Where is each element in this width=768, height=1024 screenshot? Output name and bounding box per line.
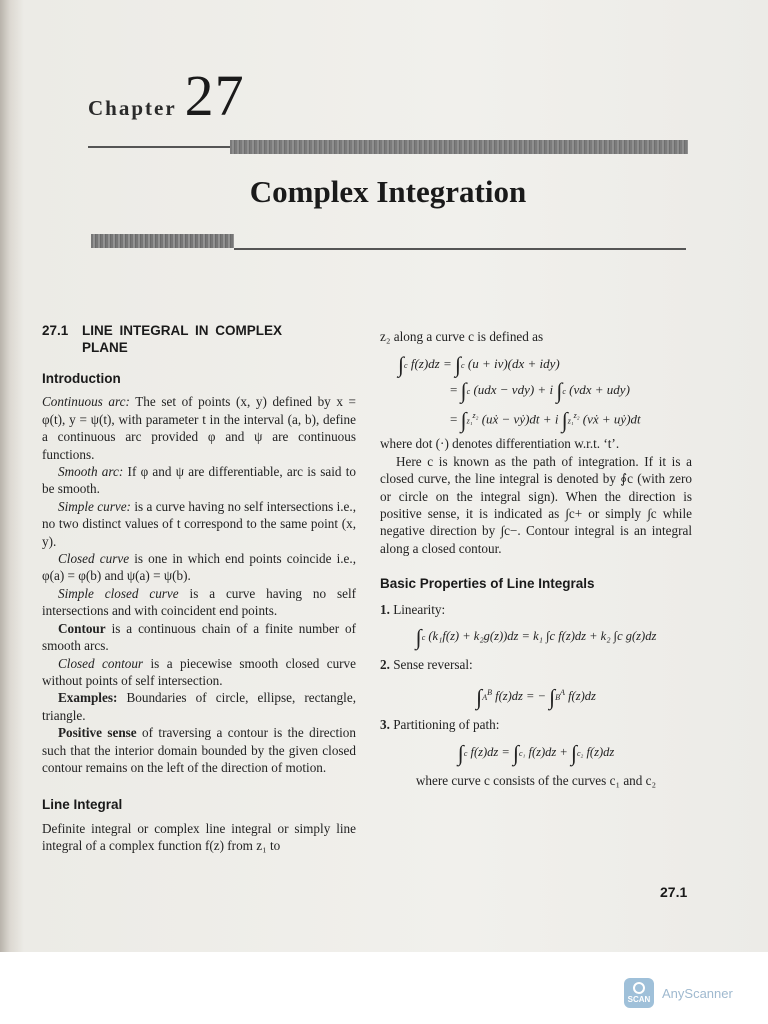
- smooth-arc-text: If φ and ψ are differentiable, arc is said to be smooth.: [42, 464, 357, 497]
- closed-contour-term: Closed contour: [58, 655, 144, 671]
- equation-row-1: [398, 351, 692, 377]
- property-label: Linearity:: [393, 601, 446, 617]
- section-heading: [42, 322, 356, 356]
- property-label: Sense reversal:: [393, 657, 473, 673]
- chapter-number: 27: [184, 63, 245, 128]
- contour-text: is a continuous chain of a finite number of smooth arcs.: [42, 620, 356, 654]
- introduction-heading: Introduction: [42, 371, 121, 386]
- section-title: LINE INTEGRAL IN COMPLEX PLANE: [82, 323, 282, 355]
- simple-curve-paragraph: [42, 498, 356, 550]
- section-number: 27.1: [42, 323, 69, 338]
- closed-curve-text: is one in which end points coincide i.e., φ(a) = φ(b) and ψ(a) = ψ(b).: [42, 551, 356, 584]
- left-column: [42, 322, 356, 855]
- integral-subscript: c: [461, 361, 465, 371]
- property-number: 3.: [380, 717, 390, 733]
- chapter-heading: [88, 62, 245, 129]
- partitioning-equation: ∫c f(z)dz = ∫c₁ f(z)dz + ∫c₂ f(z)dz: [457, 740, 615, 766]
- equation-row-3: = ∫z₁$^{z_2}$ (uẋ − vẏ)dt + i ∫z₁$^{z_2}$ (vẋ + uẏ)dt: [450, 407, 641, 433]
- right-column: [380, 328, 692, 790]
- top-rule-bar: [230, 140, 688, 154]
- top-rule-line: [88, 146, 230, 148]
- equation-term-b: (vdx + udy): [569, 382, 630, 398]
- line-integral-definition: [398, 351, 692, 433]
- integral-sign: ∫: [570, 740, 577, 766]
- linearity-equation: ∫c (k₁f(z) + k₂g(z))dz = k₁ ∫c f(z)dz + k₂ ∫c g(z)dz: [415, 624, 657, 650]
- integral-subscript: c: [466, 387, 471, 397]
- chapter-title: Complex Integration: [249, 174, 527, 209]
- equation-rhs: (u + iv)(dx + idy): [467, 356, 560, 372]
- property-partitioning: [380, 716, 692, 733]
- line-integral-heading: Line Integral: [42, 797, 123, 813]
- property-label: Partitioning of path:: [393, 717, 500, 733]
- integral-subscript: c: [562, 387, 566, 397]
- bottom-rule-bar: [91, 234, 234, 248]
- sense-reversal-rhs: f(z)dz: [568, 689, 596, 704]
- integral-sign: ∫: [476, 684, 483, 710]
- definition-continuation: z₂ along a curve c is defined as: [380, 329, 544, 344]
- integral-sign: ∫: [460, 378, 467, 404]
- simple-curve-text: is a curve having no self intersections i.e., no two distinct values of t correspond to the same point (x, y).: [42, 498, 356, 549]
- contour-term: Contour: [58, 620, 106, 636]
- contour-paragraph: [42, 620, 356, 655]
- simple-closed-curve-text: is a curve having no self intersections and with coincident end points.: [42, 585, 357, 619]
- partitioning-lhs: f(z)dz =: [470, 744, 510, 759]
- curve-note: where curve c consists of the curves c₁ and c₂: [415, 773, 657, 789]
- linearity-expression: (k₁f(z) + k₂g(z))dz = k₁ ∫c f(z)dz + k₂ ∫c g(z)dz: [428, 629, 657, 644]
- integral-sign: ∫: [512, 740, 519, 766]
- simple-closed-curve-paragraph: [42, 585, 356, 620]
- closed-contour-paragraph: [42, 655, 356, 690]
- integral-sign: ∫: [455, 352, 462, 378]
- anyscanner-watermark: [624, 978, 733, 1008]
- integral-sign: ∫: [556, 378, 563, 404]
- ring-icon: [633, 982, 645, 994]
- integral-subscript: c: [404, 361, 408, 371]
- equation-term-b: (vẋ + uẏ)dt: [582, 411, 641, 427]
- continuous-arc-paragraph: [42, 393, 356, 463]
- examples-term: Examples:: [58, 690, 118, 706]
- property-sense-reversal: [380, 656, 692, 673]
- simple-curve-term: Simple curve:: [58, 498, 131, 514]
- scanner-logo-icon: [624, 978, 654, 1008]
- integral-sign: ∫: [561, 407, 568, 433]
- integral-sign: ∫: [415, 624, 422, 650]
- simple-closed-curve-term: Simple closed curve: [58, 585, 179, 601]
- bottom-rule-line: [234, 248, 686, 250]
- closed-curve-term: Closed curve: [58, 551, 130, 567]
- sense-reversal-lhs: f(z)dz = −: [495, 689, 546, 704]
- page-number: 27.1: [660, 884, 688, 900]
- integral-limits: z₁: [567, 416, 574, 426]
- smooth-arc-paragraph: [42, 463, 356, 498]
- property-number: 2.: [380, 657, 390, 673]
- continuous-arc-text: The set of points (x, y) defined by x = φ(t), y = ψ(t), with parameter t in the interval (a, b), define a continuous arc provided φ and ψ are continuous functions.: [42, 394, 356, 462]
- integral-sign: ∫: [457, 740, 464, 766]
- line-integral-paragraph: Definite integral or complex line integral or simply line integral of a complex function f(z) from z₁ to: [42, 820, 356, 854]
- path-paragraph: Here c is known as the path of integration. If it is a closed curve, the line integral is denoted by ∮c (with zero or circle on the integral sign). When the direction is positive sense, it is indicated as ∫c+ or simply ∫c while negative direction by ∫c−. Contour integral is an integral along a closed contour.: [380, 453, 692, 556]
- integral-sign: ∫: [549, 684, 556, 710]
- integral-sign: ∫: [398, 352, 405, 378]
- partitioning-tail: f(z)dz: [586, 744, 615, 759]
- sense-reversal-equation: $\int A^B$ f(z)dz = − $\int B^A$ f(z)dz: [476, 684, 596, 710]
- closed-curve-paragraph: [42, 550, 356, 585]
- positive-sense-term: Positive sense: [58, 725, 137, 741]
- positive-sense-paragraph: [42, 724, 356, 776]
- properties-heading: Basic Properties of Line Integrals: [380, 576, 595, 592]
- property-linearity: [380, 601, 692, 618]
- examples-text: Boundaries of circle, ellipse, rectangle, triangle.: [42, 690, 356, 723]
- smooth-arc-term: Smooth arc:: [58, 464, 124, 480]
- closed-contour-text: is a piecewise smooth closed curve without points of self intersection.: [42, 655, 357, 688]
- scanner-icon-text: SCAN: [627, 995, 651, 1004]
- continuous-arc-term: Continuous arc:: [42, 394, 130, 410]
- partitioning-mid: f(z)dz +: [528, 744, 568, 759]
- chapter-label: Chapter: [88, 96, 177, 120]
- equation-row-2: = ∫c (udx − vdy) + i ∫c (vdx + udy): [450, 378, 630, 404]
- positive-sense-text: of traversing a contour is the direction such that the interior domain bounded by the given closed contour remains on the left of the direction of motion.: [42, 725, 356, 775]
- integral-limits: z₁: [466, 416, 473, 426]
- equation-term-a: (udx − vdy) + i: [473, 382, 554, 398]
- equation-term-a: (uẋ − vẏ)dt + i: [481, 411, 559, 427]
- dot-note: where dot (·) denotes differentiation w.r.t. ‘t’.: [380, 436, 620, 452]
- examples-paragraph: [42, 689, 356, 724]
- property-number: 1.: [380, 601, 390, 617]
- equation-lhs: f(z)dz =: [410, 356, 452, 372]
- integral-sign: ∫: [460, 407, 467, 433]
- scanner-app-name: AnyScanner: [662, 985, 733, 1001]
